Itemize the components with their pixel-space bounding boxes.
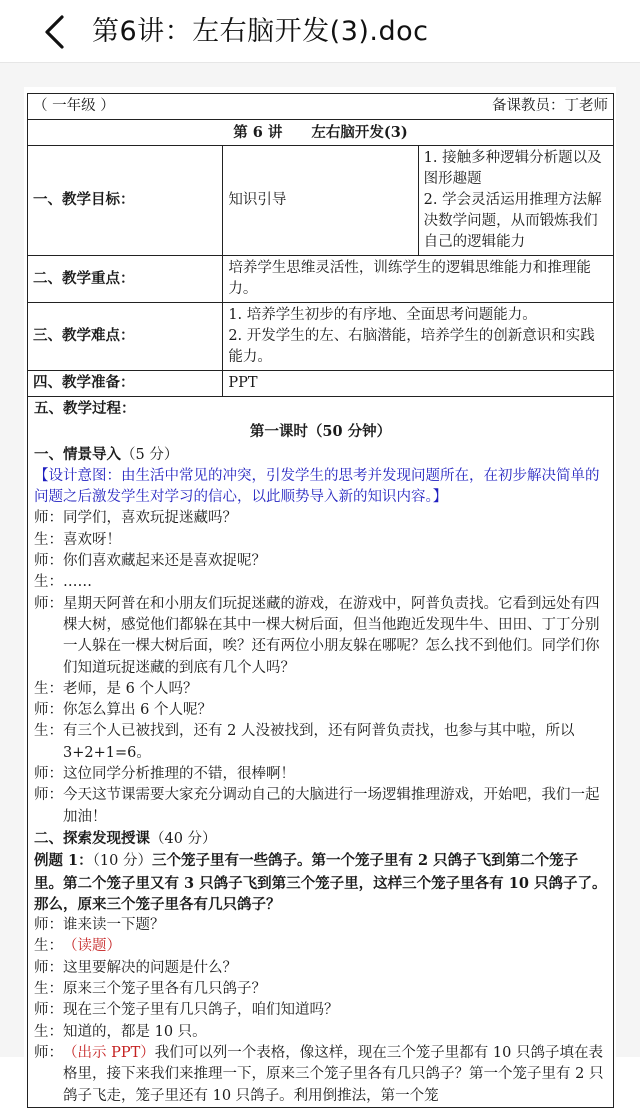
- dialog-line: [34, 508, 607, 529]
- dialog-text-body: ……: [63, 574, 92, 591]
- dialog-line: [34, 530, 607, 551]
- difficulty-item-2: 2. 开发学生的左、右脑潜能，培养学生的创新意识和实践能力。: [228, 328, 595, 365]
- section-2-title: 二、探索发现授课: [34, 829, 150, 847]
- document-viewer[interactable]: [0, 63, 640, 1104]
- speaker: 师：: [34, 595, 63, 612]
- back-arrow-icon[interactable]: [40, 14, 70, 50]
- speaker: 生：: [34, 981, 63, 998]
- speaker: 生：: [34, 680, 63, 697]
- dialog-line: [34, 958, 607, 979]
- dialog-text-body: 星期天阿普在和小朋友们玩捉迷藏的游戏，在游戏中，阿普负责找。它看到远处有四棵大树，感觉他们都躲在其中一棵大树后面，但当他跑近发现牛牛、田田、丁丁分别一人躲在一棵大树后面，唉？还有两位小朋友躲在哪呢？怎么找不到他们。同学们你们知道玩捉迷藏的到底有几个人吗？: [63, 595, 600, 676]
- dialog-text-body: 这位同学分析推理的不错，很棒啊！: [63, 766, 295, 783]
- focus-text: 培养学生思维灵活性，训练学生的逻辑思维能力和推理能力。: [223, 256, 614, 303]
- prep-text: PPT: [223, 371, 614, 397]
- speaker: 师：: [34, 702, 63, 719]
- dialog-text: [63, 572, 607, 593]
- dialog-text: [63, 551, 607, 572]
- process-heading: 五、教学过程：: [34, 401, 136, 417]
- document-page: [24, 87, 616, 1104]
- grade-row: [28, 94, 614, 120]
- dialog-2: [34, 915, 607, 1043]
- dialog-line: [34, 1043, 607, 1107]
- dialog-text: [63, 764, 607, 785]
- speaker: 师：: [34, 787, 63, 804]
- example-1-time: （10 分）: [92, 853, 152, 870]
- speaker: 师：: [34, 510, 63, 527]
- dialog-line: [34, 594, 607, 679]
- difficulty-label: 三、教学难点：: [28, 303, 223, 371]
- section-2-header: [34, 828, 607, 850]
- example-1: [34, 850, 607, 915]
- prep-label: 四、教学准备：: [28, 371, 223, 397]
- process-cell: [28, 397, 614, 1108]
- dialog-text-body: 有三个人已被找到，还有 2 人没被找到，还有阿普负责找，也参与其中啦，所以 3+2+1=6。: [63, 723, 575, 761]
- dialog-line: [34, 936, 607, 957]
- design-intent: 【设计意图：由生活中常见的冲突，引发学生的思考并发现问题所在，在初步解决简单的问题之后激发学生对学习的信心，以此顺势导入新的知识内容。】: [34, 467, 600, 506]
- teacher-label: 备课教员：丁老师: [492, 98, 608, 114]
- dialog-text-body: 知道的，都是 10 只。: [63, 1023, 207, 1040]
- goal-text: [418, 146, 613, 256]
- dialog-line: [34, 979, 607, 1000]
- section-1-title: 一、情景导入: [34, 445, 121, 463]
- example-1-label: 例题 1：: [34, 852, 93, 870]
- speaker: 师：: [34, 766, 63, 783]
- dialog-1: [34, 508, 607, 827]
- difficulty-item-1: 1. 培养学生初步的有序地、全面思考问题能力。: [228, 307, 537, 323]
- speaker: 生：: [34, 531, 63, 548]
- speaker: 生：: [34, 938, 63, 955]
- dialog-text-body: 喜欢呀！: [63, 531, 121, 548]
- dialog-line: [34, 1022, 607, 1043]
- dialog-text: [63, 979, 607, 1000]
- section-1-header: [34, 444, 607, 466]
- goal-item-1: 1. 接触多种逻辑分析题以及图形趣题: [423, 150, 602, 187]
- speaker: 生：: [34, 723, 63, 740]
- document-title: 第6讲：左右脑开发(3).doc: [92, 16, 429, 47]
- dialog-text-body: 谁来读一下题？: [63, 917, 165, 934]
- speaker: 师：: [34, 1002, 63, 1019]
- dialog-text-body: 我们可以列一个表格，像这样，现在三个笼子里都有 10 只鸽子填在表格里，接下来我们来推理一下，原来三个笼子里各有几只鸽子？第一个笼子里有 2 只鸽子飞走，笼子里还有 10 只鸽子。利用倒推法，第一个笼: [63, 1044, 604, 1104]
- grade-label: （ 一年级 ）: [33, 98, 115, 114]
- dialog-text-body: 今天这节课需要大家充分调动自己的大脑进行一场逻辑推理游戏，开始吧，我们一起加油！: [63, 787, 600, 825]
- speaker: 师：: [34, 959, 63, 976]
- dialog-text: [63, 721, 607, 764]
- example-1-text: 三个笼子里有一些鸽子。第一个笼子里有 2 只鸽子飞到第二个笼子里。第二个笼子里又有 3 只鸽子飞到第三个笼子里，这样三个笼子里各有 10 只鸽子了。那么，原来三个笼子里各有几只鸽子？: [34, 852, 607, 913]
- dialog-text-body: 你怎么算出 6 个人呢？: [63, 702, 212, 719]
- dialog-text: [63, 1043, 607, 1107]
- focus-label: 二、教学重点：: [28, 256, 223, 303]
- stage-note: （读题）: [63, 938, 121, 955]
- goal-sub-label: 知识引导: [223, 146, 418, 256]
- dialog-text: [63, 1000, 607, 1021]
- dialog-text-body: 原来三个笼子里各有几只鸽子？: [63, 981, 266, 998]
- dialog-text: [63, 594, 607, 679]
- speaker: 师：: [34, 917, 63, 934]
- dialog-text: [63, 785, 607, 828]
- top-bar: [0, 0, 640, 63]
- difficulty-text: [223, 303, 614, 371]
- dialog-line: [34, 721, 607, 764]
- stage-note: （出示 PPT）: [63, 1044, 155, 1061]
- speaker: 生：: [34, 1023, 63, 1040]
- speaker: 师：: [34, 553, 63, 570]
- dialog-text: [63, 679, 607, 700]
- dialog-line: [34, 764, 607, 785]
- dialog-text: [63, 958, 607, 979]
- lesson-1-title: 第一课时（50 分钟）: [249, 423, 392, 441]
- speaker: 生：: [34, 574, 63, 591]
- lesson-plan-table: [27, 93, 614, 1108]
- dialog-text: [63, 700, 607, 721]
- dialog-line: [34, 572, 607, 593]
- dialog-line: [34, 915, 607, 936]
- speaker: 师：: [34, 1044, 63, 1061]
- dialog-text: [63, 915, 607, 936]
- section-2-time: （40 分）: [150, 830, 217, 847]
- dialog-text: [63, 1022, 607, 1043]
- dialog-text: [63, 936, 607, 957]
- dialog-text: [63, 530, 607, 551]
- goal-label: 一、教学目标：: [28, 146, 223, 256]
- dialog-line: [34, 679, 607, 700]
- dialog-text-body: 这里要解决的问题是什么？: [63, 959, 237, 976]
- dialog-line: [34, 700, 607, 721]
- dialog-text-body: 现在三个笼子里有几只鸽子，咱们知道吗？: [63, 1002, 339, 1019]
- dialog-text: [63, 508, 607, 529]
- dialog-text-body: 老师，是 6 个人吗？: [63, 680, 198, 697]
- lesson-title: 第 6 讲 左右脑开发(3): [28, 120, 614, 146]
- goal-item-2: 2. 学会灵活运用推理方法解决数学问题，从而锻炼我们自己的逻辑能力: [423, 192, 602, 250]
- dialog-line: [34, 551, 607, 572]
- dialog-line: [34, 785, 607, 828]
- section-1-time: （5 分）: [121, 446, 179, 463]
- dialog-text-body: 你们喜欢藏起来还是喜欢捉呢？: [63, 553, 266, 570]
- dialog-line: [34, 1000, 607, 1021]
- dialog-text-body: 同学们，喜欢玩捉迷藏吗？: [63, 510, 237, 527]
